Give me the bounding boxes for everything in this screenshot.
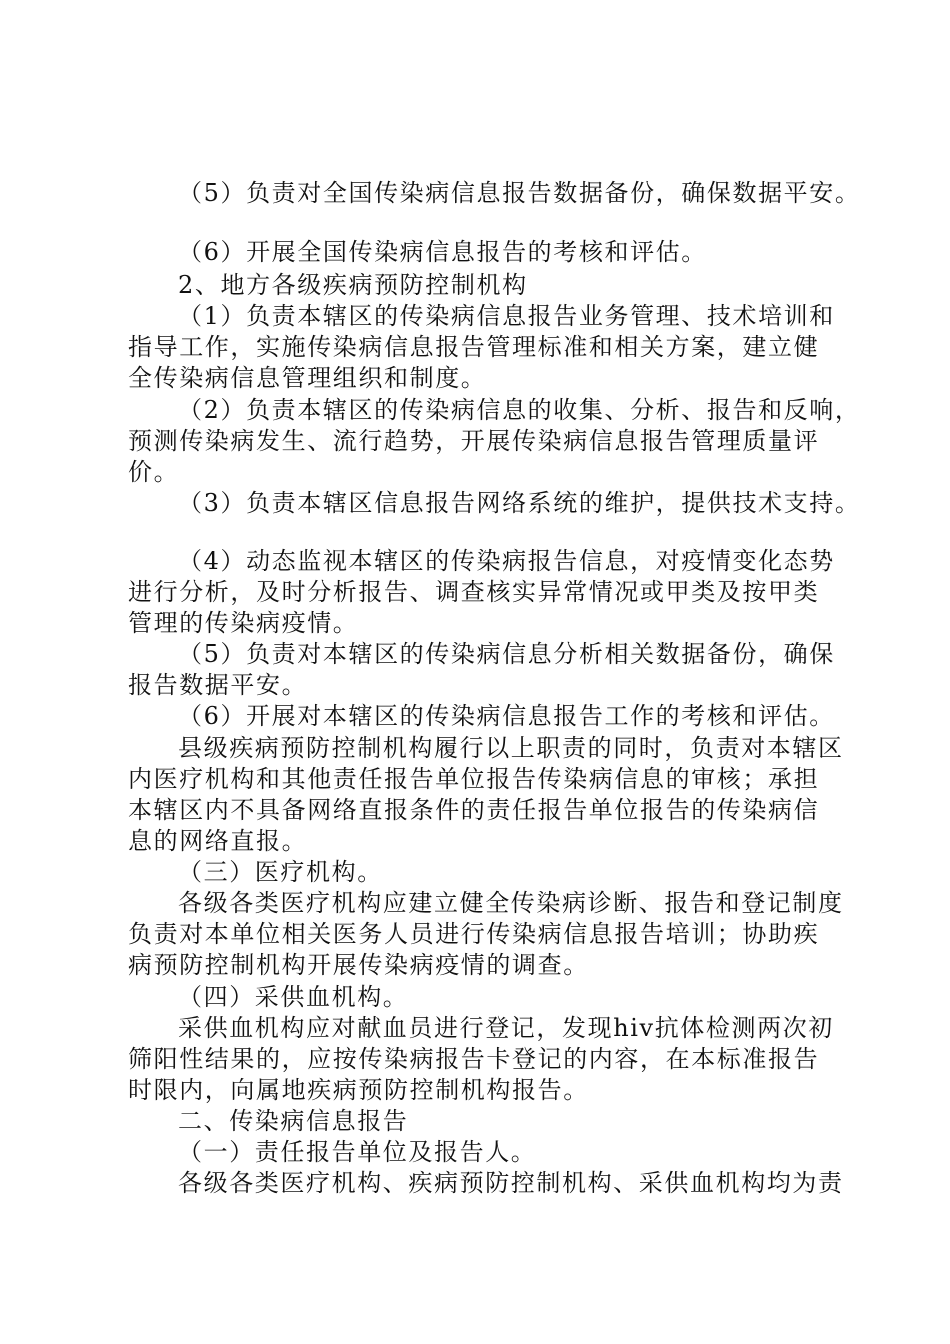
paragraph-line: 报告数据平安。 bbox=[128, 671, 308, 699]
paragraph-line: （5）负责对本辖区的传染病信息分析相关数据备份，确保 bbox=[178, 640, 835, 668]
section-heading: （四）采供血机构。 bbox=[178, 983, 409, 1011]
paragraph-line: （2）负责本辖区的传染病信息的收集、分析、报告和反响， bbox=[178, 396, 861, 424]
paragraph-line: 管理的传染病疫情。 bbox=[128, 609, 359, 637]
section-heading: （一）责任报告单位及报告人。 bbox=[178, 1138, 537, 1166]
section-heading: 2、地方各级疾病预防控制机构 bbox=[178, 271, 528, 299]
paragraph-line: （4）动态监视本辖区的传染病报告信息，对疫情变化态势 bbox=[178, 547, 835, 575]
paragraph-line: 各级各类医疗机构应建立健全传染病诊断、报告和登记制度 bbox=[178, 889, 844, 917]
paragraph-line: 内医疗机构和其他责任报告单位报告传染病信息的审核；承担 bbox=[128, 765, 820, 793]
paragraph-line: （5）负责对全国传染病信息报告数据备份，确保数据平安。 bbox=[178, 179, 861, 207]
section-heading: 二、传染病信息报告 bbox=[178, 1107, 409, 1135]
paragraph-line: 预测传染病发生、流行趋势，开展传染病信息报告管理质量评 bbox=[128, 427, 820, 455]
paragraph-line: 指导工作，实施传染病信息报告管理标准和相关方案，建立健 bbox=[128, 333, 820, 361]
paragraph-line: 价。 bbox=[128, 458, 180, 486]
paragraph-line: （3）负责本辖区信息报告网络系统的维护，提供技术支持。 bbox=[178, 489, 861, 517]
paragraph-line: 全传染病信息管理组织和制度。 bbox=[128, 364, 487, 392]
paragraph-line: 负责对本单位相关医务人员进行传染病信息报告培训；协助疾 bbox=[128, 920, 820, 948]
paragraph-line: 各级各类医疗机构、疾病预防控制机构、采供血机构均为责 bbox=[178, 1169, 844, 1197]
paragraph-line: 本辖区内不具备网络直报条件的责任报告单位报告的传染病信 bbox=[128, 796, 820, 824]
paragraph-line: （1）负责本辖区的传染病信息报告业务管理、技术培训和 bbox=[178, 302, 835, 330]
paragraph-line: 进行分析，及时分析报告、调查核实异常情况或甲类及按甲类 bbox=[128, 578, 820, 606]
paragraph-line: 县级疾病预防控制机构履行以上职责的同时，负责对本辖区 bbox=[178, 734, 844, 762]
paragraph-line: （6）开展全国传染病信息报告的考核和评估。 bbox=[178, 238, 707, 266]
paragraph-line: 息的网络直报。 bbox=[128, 827, 308, 855]
paragraph-line: 筛阳性结果的，应按传染病报告卡登记的内容，在本标准报告 bbox=[128, 1045, 820, 1073]
section-heading: （三）医疗机构。 bbox=[178, 858, 383, 886]
paragraph-line: 采供血机构应对献血员进行登记，发现hiv抗体检测两次初 bbox=[178, 1014, 834, 1042]
paragraph-line: （6）开展对本辖区的传染病信息报告工作的考核和评估。 bbox=[178, 702, 835, 730]
paragraph-line: 时限内，向属地疾病预防控制机构报告。 bbox=[128, 1076, 589, 1104]
paragraph-line: 病预防控制机构开展传染病疫情的调查。 bbox=[128, 951, 589, 979]
